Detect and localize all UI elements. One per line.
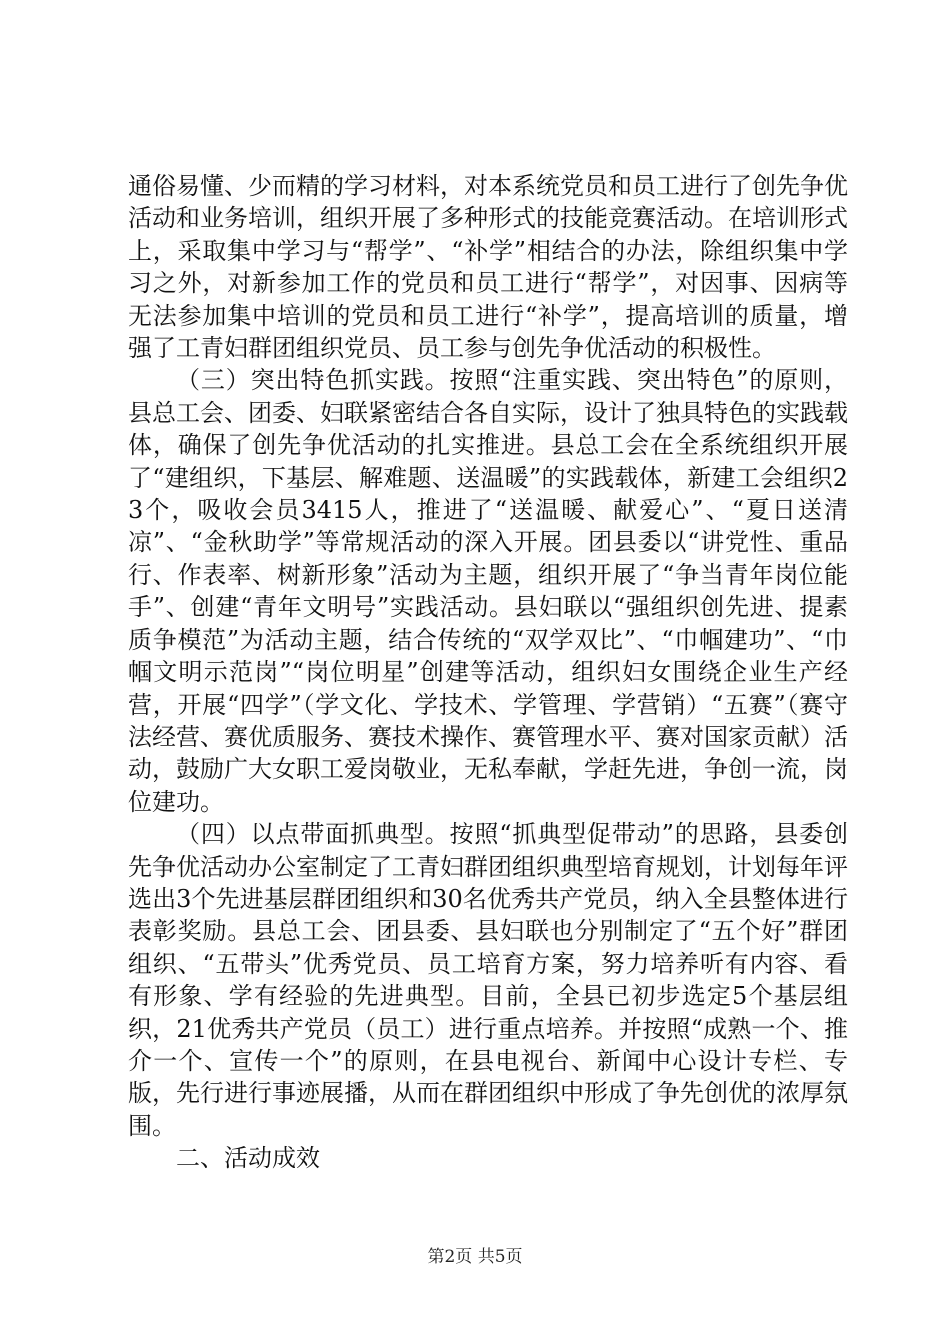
paragraph-section-four: （四）以点带面抓典型。按照“抓典型促带动”的思路，县委创先争优活动办公室制定了工青妇群团组织典型培育规划，计划每年评选出3个先进基层群团组织和30名优秀共产党员，纳入全县整体进行表彰奖励。县总工会、团县委、县妇联也分别制定了“五个好”群团组织、“五带头”优秀党员、员工培育方案，努力培养听有内容、看有形象、学有经验的先进典型。目前，全县已初步选定5个基层组织，21优秀共产党员（员工）进行重点培养。并按照“成熟一个、推介一个、宣传一个”的原则，在县电视台、新闻中心设计专栏、专版，先行进行事迹展播，从而在群团组织中形成了争先创优的浓厚氛围。 <box>128 820 848 1140</box>
paragraph-section-three: （三）突出特色抓实践。按照“注重实践、突出特色”的原则，县总工会、团委、妇联紧密结合各自实际，设计了独具特色的实践载体，确保了创先争优活动的扎实推进。县总工会在全系统组织开展了“建组织，下基层、解难题、送温暖”的实践载体，新建工会组织23个，吸收会员3415人，推进了“送温暖、献爱心”、“夏日送清凉”、“金秋助学”等常规活动的深入开展。团县委以“讲党性、重品行、作表率、树新形象”活动为主题，组织开展了“争当青年岗位能手”、创建“青年文明号”实践活动。县妇联以“强组织创先进、提素质争模范”为活动主题，结合传统的“双学双比”、“巾帼建功”、“巾帼文明示范岗”“岗位明星”创建等活动，组织妇女围绕企业生产经营，开展“四学”（学文化、学技术、学管理、学营销）“五赛”（赛守法经营、赛优质服务、赛技术操作、赛管理水平、赛对国家贡献）活动，鼓励广大女职工爱岗敬业，无私奉献，学赶先进，争创一流，岗位建功。 <box>128 366 848 816</box>
paragraph-continued-training: 通俗易懂、少而精的学习材料，对本系统党员和员工进行了创先争优活动和业务培训，组织开展了多种形式的技能竞赛活动。在培训形式上，采取集中学习与“帮学”、“补学”相结合的办法，除组织集中学习之外，对新参加工作的党员和员工进行“帮学”，对因事、因病等无法参加集中培训的党员和员工进行“补学”，提高培训的质量，增强了工青妇群团组织党员、员工参与创先争优活动的积极性。 <box>128 172 848 363</box>
page-number-footer: 第2页 共5页 <box>427 1247 523 1267</box>
heading-activity-results: 二、活动成效 <box>176 1144 320 1173</box>
document-body <box>128 170 848 1175</box>
